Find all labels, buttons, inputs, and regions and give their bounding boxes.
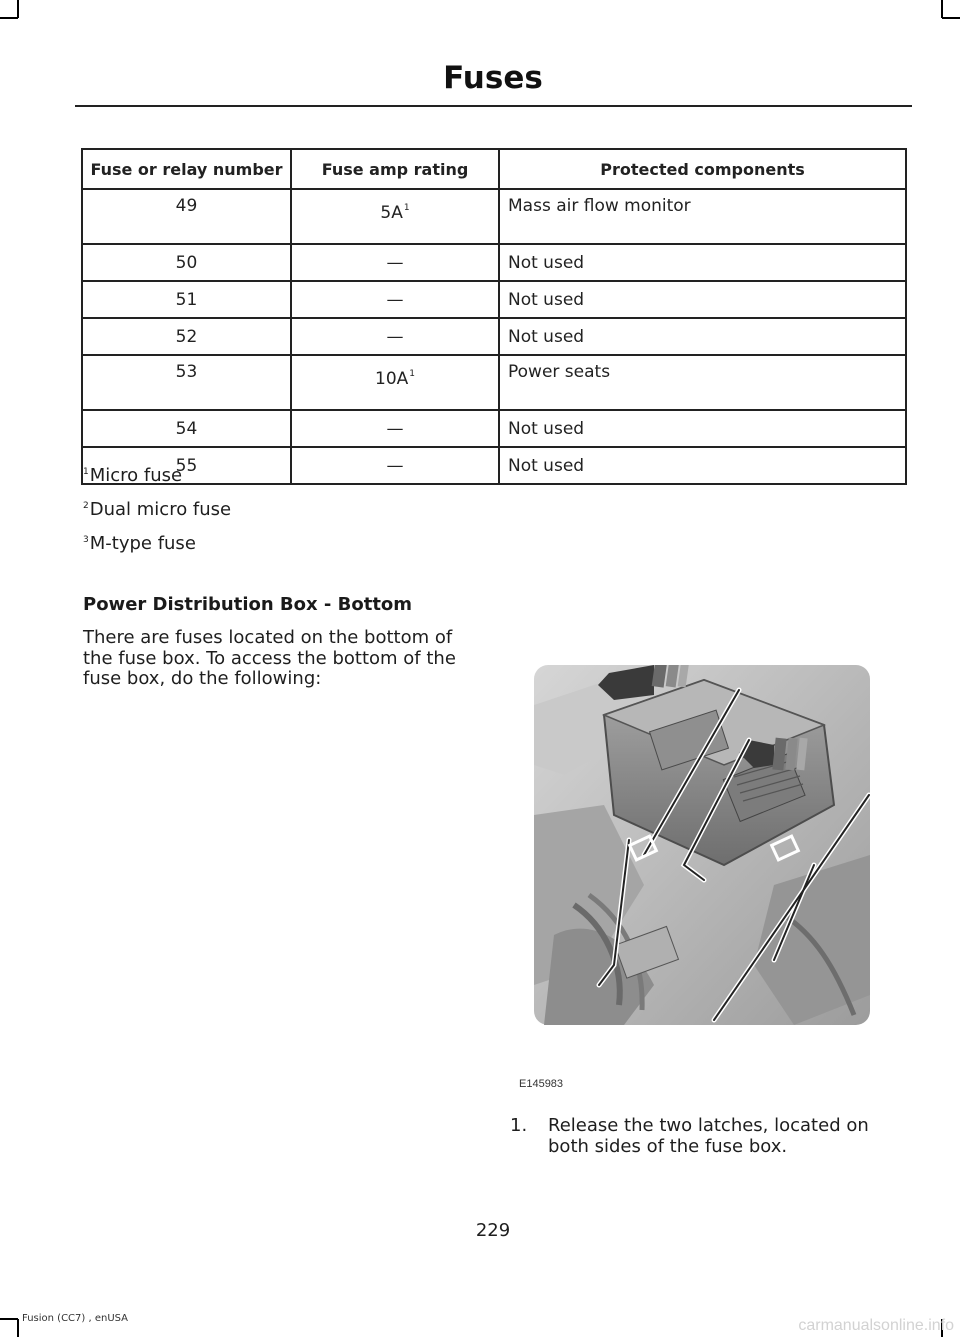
crop-mark <box>941 0 943 18</box>
step-text: Release the two latches, located on both sides of the fuse box. <box>548 1115 869 1157</box>
fuse-box-illustration <box>534 665 870 1025</box>
table-row <box>82 355 906 410</box>
table-row <box>82 447 906 484</box>
footnote-ref: 1 <box>403 203 410 213</box>
amp-rating: — <box>291 318 499 355</box>
section-heading: Power Distribution Box - Bottom <box>83 594 413 615</box>
footnote-mark: 2 <box>83 501 89 511</box>
crop-mark <box>0 17 18 19</box>
fuse-table <box>81 148 907 485</box>
crop-mark <box>942 17 960 19</box>
amp-rating-value: 10A <box>375 369 409 389</box>
column-header: Protected components <box>499 149 906 189</box>
fuse-number: 51 <box>82 281 291 318</box>
footnote-text: Micro fuse <box>89 465 183 486</box>
protected-component: Not used <box>499 244 906 281</box>
amp-rating: — <box>291 447 499 484</box>
protected-component: Power seats <box>499 355 906 410</box>
table-header-row <box>82 149 906 189</box>
fuse-number: 52 <box>82 318 291 355</box>
footnote-ref: 1 <box>409 369 415 379</box>
footnote-text: M-type fuse <box>89 533 196 554</box>
amp-rating: — <box>291 244 499 281</box>
footnote-text: Dual micro fuse <box>89 499 232 520</box>
amp-rating-value: 5A <box>380 203 403 223</box>
footnote <box>83 465 182 486</box>
table-row <box>82 281 906 318</box>
protected-component: Not used <box>499 447 906 484</box>
footnote <box>83 533 196 554</box>
crop-mark <box>0 1318 18 1320</box>
title-divider <box>75 105 912 107</box>
crop-mark <box>17 1319 19 1337</box>
page-title: Fuses <box>443 60 543 96</box>
fuse-number: 53 <box>82 355 291 410</box>
table-row <box>82 189 906 244</box>
footnote-mark: 1 <box>83 467 89 477</box>
intro-paragraph: There are fuses located on the bottom of the fuse box. To access the bottom of the fuse box, do the following: <box>83 627 456 689</box>
protected-component: Not used <box>499 410 906 447</box>
column-header: Fuse or relay number <box>82 149 291 189</box>
crop-mark <box>17 0 19 18</box>
fuse-number: 49 <box>82 189 291 244</box>
amp-rating: — <box>291 281 499 318</box>
protected-component: Mass air flow monitor <box>499 189 906 244</box>
fuse-box-latch-illustration <box>534 665 870 1025</box>
page-number: 229 <box>475 1220 511 1241</box>
step-number: 1. <box>510 1115 528 1136</box>
fuse-number: 55 <box>82 447 291 484</box>
procedure-step <box>510 1115 910 1157</box>
model-identifier: Fusion (CC7) , enUSA <box>22 1313 129 1324</box>
amp-rating: — <box>291 410 499 447</box>
protected-component: Not used <box>499 281 906 318</box>
protected-component: Not used <box>499 318 906 355</box>
watermark: carmanualsonline.info <box>798 1317 954 1334</box>
table-row <box>82 244 906 281</box>
figure-code: E145983 <box>519 1078 564 1090</box>
fuse-number: 50 <box>82 244 291 281</box>
footnote <box>83 499 231 520</box>
column-header: Fuse amp rating <box>291 149 499 189</box>
footnote-mark: 3 <box>83 535 89 545</box>
fuse-number: 54 <box>82 410 291 447</box>
amp-rating <box>291 189 499 244</box>
amp-rating <box>291 355 499 410</box>
table-row <box>82 318 906 355</box>
table-row <box>82 410 906 447</box>
